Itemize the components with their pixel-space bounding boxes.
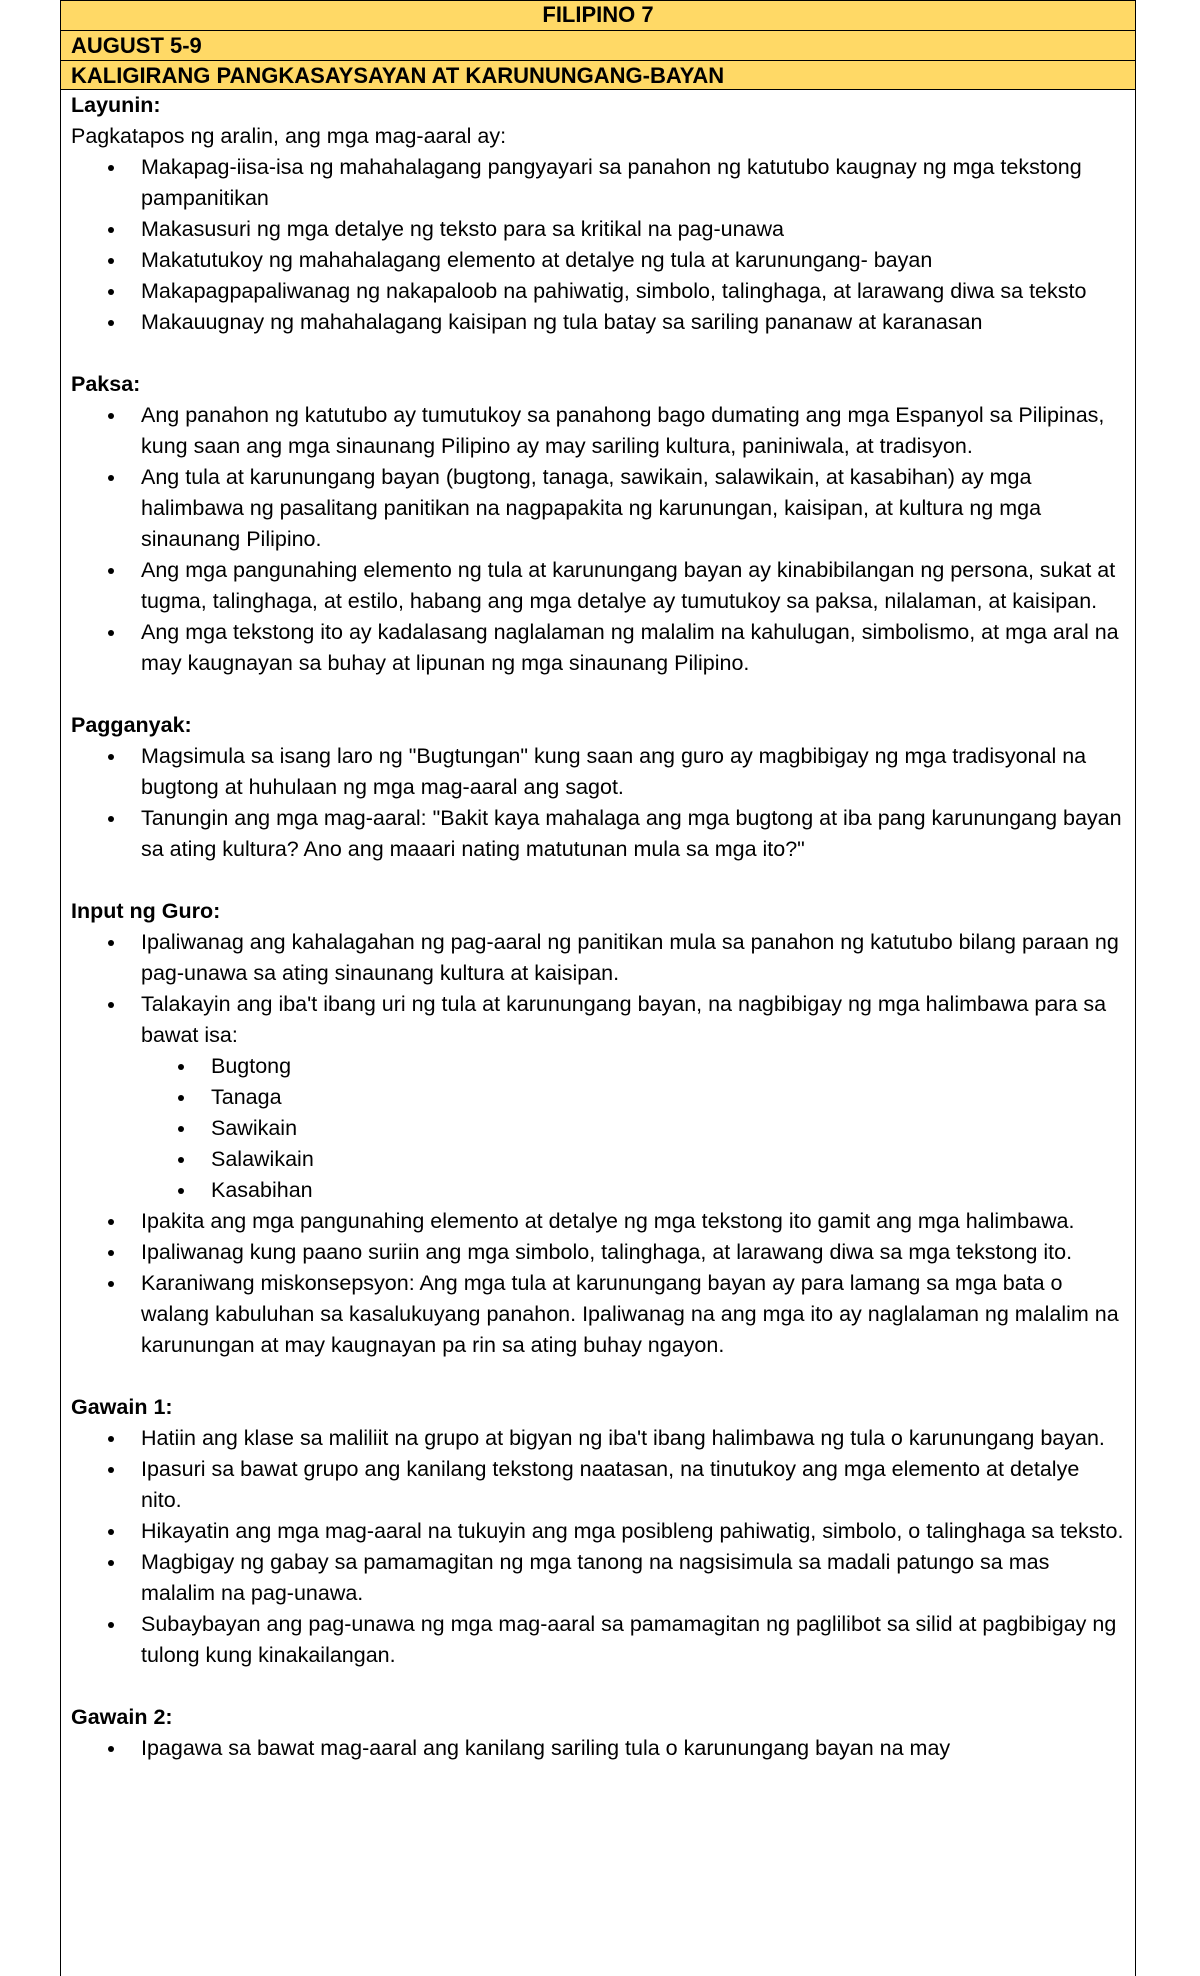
layunin-intro: Pagkatapos ng aralin, ang mga mag-aaral ay: [71,124,507,148]
list-item: Makapag-iisa-isa ng mahahalagang pangyayari sa panahon ng katutubo kaugnay ng mga tekstong pampanitikan [71,152,1125,214]
list-item: Makasusuri ng mga detalye ng teksto para sa kritikal na pag-unawa [71,214,1125,245]
list-item: Ipaliwanag ang kahalagahan ng pag-aaral ng panitikan mula sa panahon ng katutubo bilang paraan ng pag-unawa sa ating sinaunang kultura at kaisipan. [71,927,1125,989]
input-guro-title: Input ng Guro: [71,899,221,923]
list-item: Ang panahon ng katutubo ay tumutukoy sa panahong bago dumating ang mga Espanyol sa Pilipinas, kung saan ang mga sinaunang Pilipino ay may sariling kultura, paniniwala, at tradisyon. [71,400,1125,462]
sub-list-item: Salawikain [71,1144,1125,1175]
layunin-list [71,152,1125,338]
topic-row: KALIGIRANG PANGKASAYSAYAN AT KARUNUNGANG-BAYAN [61,61,1135,91]
lesson-plan-document [60,0,1136,1976]
input-guro-list [71,927,1125,1361]
list-item: Tanungin ang mga mag-aaral: "Bakit kaya mahalaga ang mga bugtong at iba pang karunungang bayan sa ating kultura? Ano ang maaari nating matutunan mula sa mga ito?" [71,803,1125,865]
list-item: Hatiin ang klase sa maliliit na grupo at bigyan ng iba't ibang halimbawa ng tula o karunungang bayan. [71,1423,1125,1454]
lesson-content [61,90,1135,1764]
gawain2-title: Gawain 2: [71,1705,173,1729]
paksa-title: Paksa: [71,372,141,396]
list-item: Ipasuri sa bawat grupo ang kanilang tekstong naatasan, na tinutukoy ang mga elemento at detalye nito. [71,1454,1125,1516]
gawain1-list [71,1423,1125,1671]
pagganyak-title: Pagganyak: [71,713,192,737]
list-item: Talakayin ang iba't ibang uri ng tula at karunungang bayan, na nagbibigay ng mga halimbawa para sa bawat isa: [71,989,1125,1051]
list-item: Magsimula sa isang laro ng "Bugtungan" kung saan ang guro ay magbibigay ng mga tradisyonal na bugtong at huhulaan ng mga mag-aaral ang sagot. [71,741,1125,803]
list-item: Hikayatin ang mga mag-aaral na tukuyin ang mga posibleng pahiwatig, simbolo, o talinghaga sa teksto. [71,1516,1125,1547]
list-item: Makapagpapaliwanag ng nakapaloob na pahiwatig, simbolo, talinghaga, at larawang diwa sa teksto [71,276,1125,307]
layunin-title: Layunin: [71,93,161,117]
list-item: Ang tula at karunungang bayan (bugtong, tanaga, sawikain, salawikain, at kasabihan) ay mga halimbawa ng pasalitang panitikan na nagpapakita ng karunungan, kaisipan, at kultura ng mga sinaunang Pilipino. [71,462,1125,555]
date-row: AUGUST 5-9 [61,31,1135,61]
list-item: Karaniwang miskonsepsyon: Ang mga tula at karunungang bayan ay para lamang sa mga bata o walang kabuluhan sa kasalukuyang panahon. Ipaliwanag na ang mga ito ay naglalaman ng malalim na karunungan at may kaugnayan pa rin sa ating buhay ngayon. [71,1268,1125,1361]
sub-list-item: Sawikain [71,1113,1125,1144]
paksa-list [71,400,1125,679]
sub-list-item: Tanaga [71,1082,1125,1113]
gawain1-title: Gawain 1: [71,1395,173,1419]
sub-list-item: Kasabihan [71,1175,1125,1206]
list-item: Ang mga tekstong ito ay kadalasang naglalaman ng malalim na kahulugan, simbolismo, at mga aral na may kaugnayan sa buhay at lipunan ng mga sinaunang Pilipino. [71,617,1125,679]
pagganyak-list [71,741,1125,865]
list-item: Ipagawa sa bawat mag-aaral ang kanilang sariling tula o karunungang bayan na may [71,1733,1125,1764]
list-item: Subaybayan ang pag-unawa ng mga mag-aaral sa pamamagitan ng paglilibot sa silid at pagbibigay ng tulong kung kinakailangan. [71,1609,1125,1671]
sub-list-item: Bugtong [71,1051,1125,1082]
list-item: Makatutukoy ng mahahalagang elemento at detalye ng tula at karunungang- bayan [71,245,1125,276]
list-item: Ipaliwanag kung paano suriin ang mga simbolo, talinghaga, at larawang diwa sa mga tekstong ito. [71,1237,1125,1268]
subject-title: FILIPINO 7 [61,0,1135,31]
list-item: Ang mga pangunahing elemento ng tula at karunungang bayan ay kinabibilangan ng persona, sukat at tugma, talinghaga, at estilo, habang ang mga detalye ay tumutukoy sa paksa, nilalaman, at kaisipan. [71,555,1125,617]
list-item: Makauugnay ng mahahalagang kaisipan ng tula batay sa sariling pananaw at karanasan [71,307,1125,338]
gawain2-list [71,1733,1125,1764]
list-item: Ipakita ang mga pangunahing elemento at detalye ng mga tekstong ito gamit ang mga halimbawa. [71,1206,1125,1237]
list-item: Magbigay ng gabay sa pamamagitan ng mga tanong na nagsisimula sa madali patungo sa mas malalim na pag-unawa. [71,1547,1125,1609]
